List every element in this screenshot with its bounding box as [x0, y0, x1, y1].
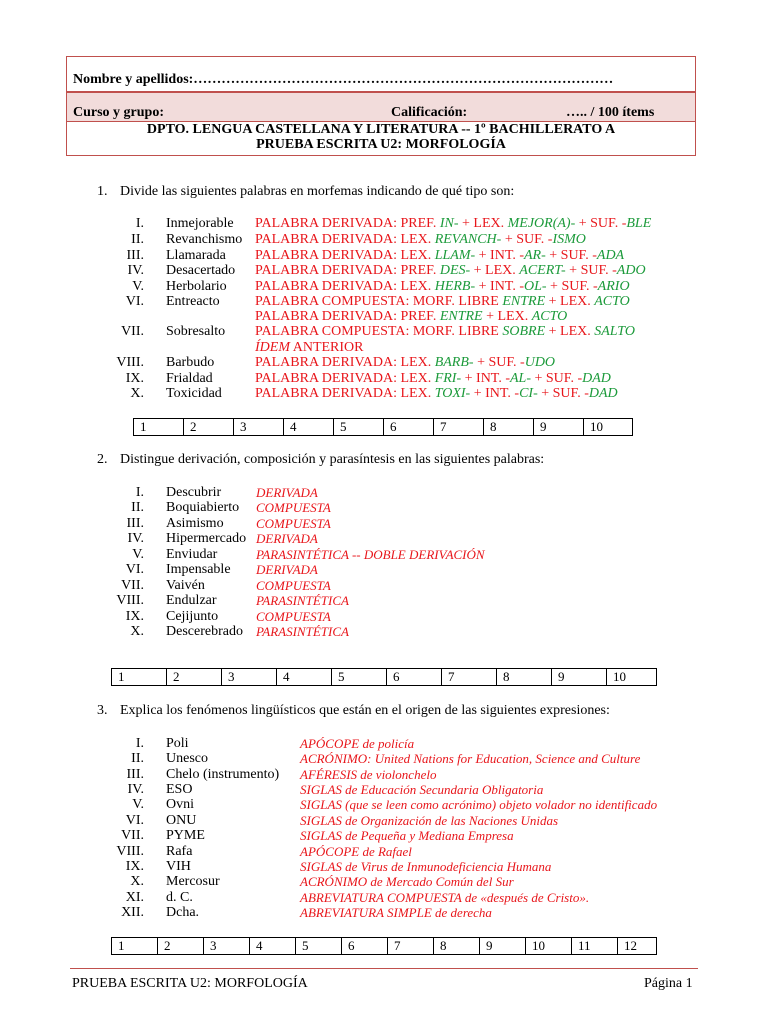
item-word: Chelo (instrumento)	[166, 767, 280, 782]
grid-cell: 2	[184, 419, 234, 435]
footer-title: PRUEBA ESCRITA U2: MORFOLOGÍA	[72, 976, 308, 991]
item-word: Barbudo	[166, 355, 215, 370]
item-word: Desacertado	[166, 263, 236, 278]
item-number: II.	[131, 232, 144, 247]
item-number: XI.	[125, 890, 144, 905]
item-number: III.	[126, 767, 144, 782]
answer-part: AL-	[509, 371, 531, 386]
grid-cell: 7	[388, 938, 434, 954]
item-number: I.	[135, 216, 144, 231]
answer-part: IN-	[439, 216, 459, 231]
item-number: I.	[135, 736, 144, 751]
answer-part: DAD	[588, 386, 618, 401]
answer-part: UDO	[524, 355, 556, 370]
grid-cell: 2	[167, 669, 222, 685]
item-answer: DERIVADA	[256, 485, 318, 500]
item-answer: PARASINTÉTICA -- DOBLE DERIVACIÓN	[256, 547, 485, 562]
item-word: Boquiabierto	[166, 500, 240, 515]
answer-part: + LEX.	[545, 324, 595, 339]
item-number: IX.	[125, 609, 144, 624]
grid-cell: 7	[442, 669, 497, 685]
answer-part: ADA	[596, 248, 625, 263]
item-answer	[255, 263, 646, 279]
item-answer	[255, 248, 624, 264]
grade-label: Calificación:	[391, 105, 468, 120]
answer-part: + SUF. -	[530, 371, 583, 386]
item-number: VI.	[125, 813, 144, 828]
answer-part: MEJOR(A)-	[507, 216, 576, 231]
item-number: VII.	[121, 828, 144, 843]
grid-cell: 5	[296, 938, 342, 954]
grid-cell: 4	[277, 669, 332, 685]
grid-cell: 9	[534, 419, 584, 435]
item-word: Inmejorable	[166, 216, 234, 231]
answer-part: SALTO	[594, 324, 635, 339]
answer-part: DAD	[582, 371, 611, 386]
item-answer: ACRÓNIMO de Mercado Común del Sur	[300, 874, 514, 889]
answer-part: BARB-	[434, 355, 474, 370]
answer-part: HERB-	[434, 279, 476, 294]
item-answer: SIGLAS de Educación Secundaria Obligatoria	[300, 782, 544, 797]
answer-part: AR-	[524, 248, 546, 263]
answer-part: + SUF. -	[545, 248, 597, 263]
item-number: V.	[132, 797, 144, 812]
q3-number: 3.	[97, 703, 108, 718]
answer-part: PALABRA DERIVADA: LEX.	[255, 279, 435, 294]
item-number: X.	[130, 386, 144, 401]
grid-cell: 3	[204, 938, 250, 954]
item-word: Entreacto	[166, 294, 220, 309]
grid-cell: 11	[572, 938, 618, 954]
answer-part: PALABRA COMPUESTA: MORF. LIBRE	[255, 294, 503, 309]
item-number: I.	[135, 485, 144, 500]
grid-cell: 8	[484, 419, 534, 435]
item-word: Toxicidad	[166, 386, 222, 401]
answer-part: REVANCH-	[434, 232, 502, 247]
item-answer: COMPUESTA	[256, 500, 331, 515]
answer-part: + SUF. -	[501, 232, 553, 247]
item-answer: SIGLAS de Pequeña y Mediana Empresa	[300, 828, 514, 843]
item-answer: SIGLAS de Virus de Inmunodeficiencia Humana	[300, 859, 552, 874]
answer-part: + LEX.	[458, 216, 508, 231]
item-word: VIH	[166, 859, 191, 874]
answer-part: ACTO	[594, 294, 630, 309]
answer-part: PALABRA DERIVADA: LEX.	[255, 371, 435, 386]
answer-part: + INT. -	[470, 386, 520, 401]
item-number: V.	[132, 279, 144, 294]
answer-part: DES-	[439, 263, 471, 278]
answer-part: CI-	[519, 386, 538, 401]
student-name-line: Nombre y apellidos:………………………………………………………………………………	[73, 72, 614, 87]
item-number: III.	[126, 516, 144, 531]
q2-number: 2.	[97, 452, 108, 467]
answer-part: + LEX.	[545, 294, 595, 309]
item-number: II.	[131, 500, 144, 515]
answer-part: + SUF. -	[546, 279, 598, 294]
answer-part: PALABRA DERIVADA: LEX.	[255, 386, 435, 401]
item-word: Revanchismo	[166, 232, 243, 247]
item-number: VIII.	[116, 355, 144, 370]
item-number: III.	[126, 248, 144, 263]
item-word: Sobresalto	[166, 324, 226, 339]
answer-part: + SUF. -	[473, 355, 525, 370]
item-word: Unesco	[166, 751, 208, 766]
item-number: IX.	[125, 371, 144, 386]
item-answer	[255, 340, 364, 356]
item-number: IV.	[127, 263, 144, 278]
answer-part: + SUF. -	[565, 263, 617, 278]
page-number: Página 1	[644, 976, 693, 991]
answer-part: + SUF. -	[575, 216, 627, 231]
grid-cell: 10	[613, 669, 626, 684]
item-answer	[255, 355, 555, 371]
grid-cell: 9	[552, 669, 607, 685]
answer-part: PALABRA DERIVADA: LEX.	[255, 355, 435, 370]
item-number: V.	[132, 547, 144, 562]
item-answer: DERIVADA	[256, 531, 318, 546]
item-answer	[255, 279, 630, 295]
item-number: VIII.	[116, 844, 144, 859]
grid-cell: 8	[434, 938, 480, 954]
q3-text: Explica los fenómenos lingüísticos que están en el origen de las siguientes expresiones:	[120, 703, 610, 718]
course-grade-box	[66, 92, 696, 122]
item-answer: APÓCOPE de policía	[300, 736, 415, 751]
answer-part: ACTO	[531, 309, 568, 324]
answer-part: + INT. -	[475, 279, 524, 294]
item-answer: PARASINTÉTICA	[256, 593, 349, 608]
item-answer: SIGLAS de Organización de las Naciones Unidas	[300, 813, 559, 828]
item-word: ESO	[166, 782, 193, 797]
item-number: IX.	[125, 859, 144, 874]
course-label: Curso y grupo:	[73, 105, 165, 120]
grid-cell: 5	[332, 669, 387, 685]
item-answer	[255, 216, 651, 232]
item-answer	[255, 386, 618, 402]
answer-part: + INT. -	[461, 371, 510, 386]
answer-part: + SUF. -	[537, 386, 589, 401]
q1-score-grid	[133, 418, 633, 436]
grid-cell: 6	[342, 938, 388, 954]
answer-part: PALABRA DERIVADA: PREF.	[255, 263, 440, 278]
grid-cell: 8	[497, 669, 552, 685]
item-answer: COMPUESTA	[256, 578, 331, 593]
item-answer	[255, 294, 630, 310]
item-answer: ABREVIATURA SIMPLE de derecha	[300, 905, 492, 920]
test-title: PRUEBA ESCRITA U2: MORFOLOGÍA	[256, 137, 506, 152]
answer-part: LLAM-	[434, 248, 476, 263]
answer-part: SOBRE	[502, 324, 546, 339]
answer-part: TOXI-	[434, 386, 471, 401]
item-word: Rafa	[166, 844, 193, 859]
answer-part: + INT. -	[475, 248, 524, 263]
item-answer: COMPUESTA	[256, 516, 331, 531]
answer-part: PALABRA DERIVADA: LEX.	[255, 232, 435, 247]
q1-number: 1.	[97, 184, 108, 199]
item-word: Descubrir	[166, 485, 222, 500]
item-answer: DERIVADA	[256, 562, 318, 577]
q3-score-grid	[111, 937, 657, 955]
item-word: PYME	[166, 828, 205, 843]
q2-text: Distingue derivación, composición y parasíntesis en las siguientes palabras:	[120, 452, 545, 467]
grid-cell: 10	[526, 938, 572, 954]
item-word: Cejijunto	[166, 609, 219, 624]
grid-cell: 5	[334, 419, 384, 435]
item-answer	[255, 309, 567, 325]
item-number: IV.	[127, 782, 144, 797]
grid-cell: 7	[434, 419, 484, 435]
answer-part: ADO	[616, 263, 646, 278]
item-number: VIII.	[116, 593, 144, 608]
answer-part: FRI-	[434, 371, 462, 386]
item-word: Llamarada	[166, 248, 226, 263]
item-number: X.	[130, 624, 144, 639]
grid-cell: 12	[624, 938, 637, 953]
item-word: Ovni	[166, 797, 194, 812]
q2-score-grid	[111, 668, 657, 686]
grid-cell: 6	[384, 419, 434, 435]
grid-cell: 9	[480, 938, 526, 954]
q1-text: Divide las siguientes palabras en morfemas indicando de qué tipo son:	[120, 184, 515, 199]
item-word: Mercosur	[166, 874, 220, 889]
item-number: X.	[130, 874, 144, 889]
item-answer	[255, 324, 635, 340]
item-number: II.	[131, 751, 144, 766]
item-word: Herbolario	[166, 279, 227, 294]
grid-cell: 3	[222, 669, 277, 685]
answer-part: ANTERIOR	[290, 340, 364, 355]
grid-cell: 10	[590, 419, 603, 434]
grid-cell: 1	[112, 938, 158, 954]
item-number: XII.	[121, 905, 144, 920]
item-word: Dcha.	[166, 905, 200, 920]
grid-cell: 1	[134, 419, 184, 435]
department-title: DPTO. LENGUA CASTELLANA Y LITERATURA -- 1º BACHILLERATO A	[146, 122, 616, 137]
answer-part: ACERT-	[519, 263, 566, 278]
item-answer: PARASINTÉTICA	[256, 624, 349, 639]
item-word: Frialdad	[166, 371, 213, 386]
grid-cell: 2	[158, 938, 204, 954]
item-word: Descerebrado	[166, 624, 243, 639]
item-answer: SIGLAS (que se leen como acrónimo) objeto volador no identificado	[300, 797, 658, 812]
title-box	[66, 122, 696, 156]
item-answer	[255, 232, 586, 248]
item-number: VI.	[125, 294, 144, 309]
grid-cell: 1	[112, 669, 167, 685]
answer-part: PALABRA COMPUESTA: MORF. LIBRE	[255, 324, 503, 339]
answer-part: OL-	[523, 279, 547, 294]
answer-part: ÍDEM	[255, 340, 290, 355]
grid-cell: 4	[250, 938, 296, 954]
item-word: Enviudar	[166, 547, 218, 562]
item-number: VI.	[125, 562, 144, 577]
item-word: Endulzar	[166, 593, 217, 608]
answer-part: PALABRA DERIVADA: LEX.	[255, 248, 435, 263]
answer-part: ISMO	[552, 232, 586, 247]
item-word: Hipermercado	[166, 531, 247, 546]
answer-part: + LEX.	[482, 309, 532, 324]
item-answer: APÓCOPE de Rafael	[300, 844, 412, 859]
item-answer: COMPUESTA	[256, 609, 331, 624]
answer-part: BLE	[626, 216, 652, 231]
answer-part: PALABRA DERIVADA: PREF.	[255, 216, 440, 231]
item-answer: ACRÓNIMO: United Nations for Education, Science and Culture	[300, 751, 641, 766]
answer-part: ENTRE	[439, 309, 483, 324]
item-word: d. C.	[166, 890, 193, 905]
item-word: Vaivén	[166, 578, 205, 593]
item-word: ONU	[166, 813, 197, 828]
grade-value: ….. / 100 ítems	[566, 105, 655, 120]
student-name-box	[66, 56, 696, 92]
item-word: Poli	[166, 736, 189, 751]
item-word: Asimismo	[166, 516, 224, 531]
item-number: IV.	[127, 531, 144, 546]
grid-cell: 3	[234, 419, 284, 435]
answer-part: ARIO	[597, 279, 630, 294]
item-answer: AFÉRESIS de violonchelo	[300, 767, 437, 782]
grid-cell: 6	[387, 669, 442, 685]
answer-part: PALABRA DERIVADA: PREF.	[255, 309, 440, 324]
item-number: VII.	[121, 324, 144, 339]
item-answer	[255, 371, 611, 387]
grid-cell: 4	[284, 419, 334, 435]
item-word: Impensable	[166, 562, 231, 577]
item-answer: ABREVIATURA COMPUESTA de «después de Cristo».	[300, 890, 590, 905]
answer-part: + LEX.	[470, 263, 520, 278]
answer-part: ENTRE	[502, 294, 546, 309]
item-number: VII.	[121, 578, 144, 593]
footer-divider	[70, 968, 698, 969]
